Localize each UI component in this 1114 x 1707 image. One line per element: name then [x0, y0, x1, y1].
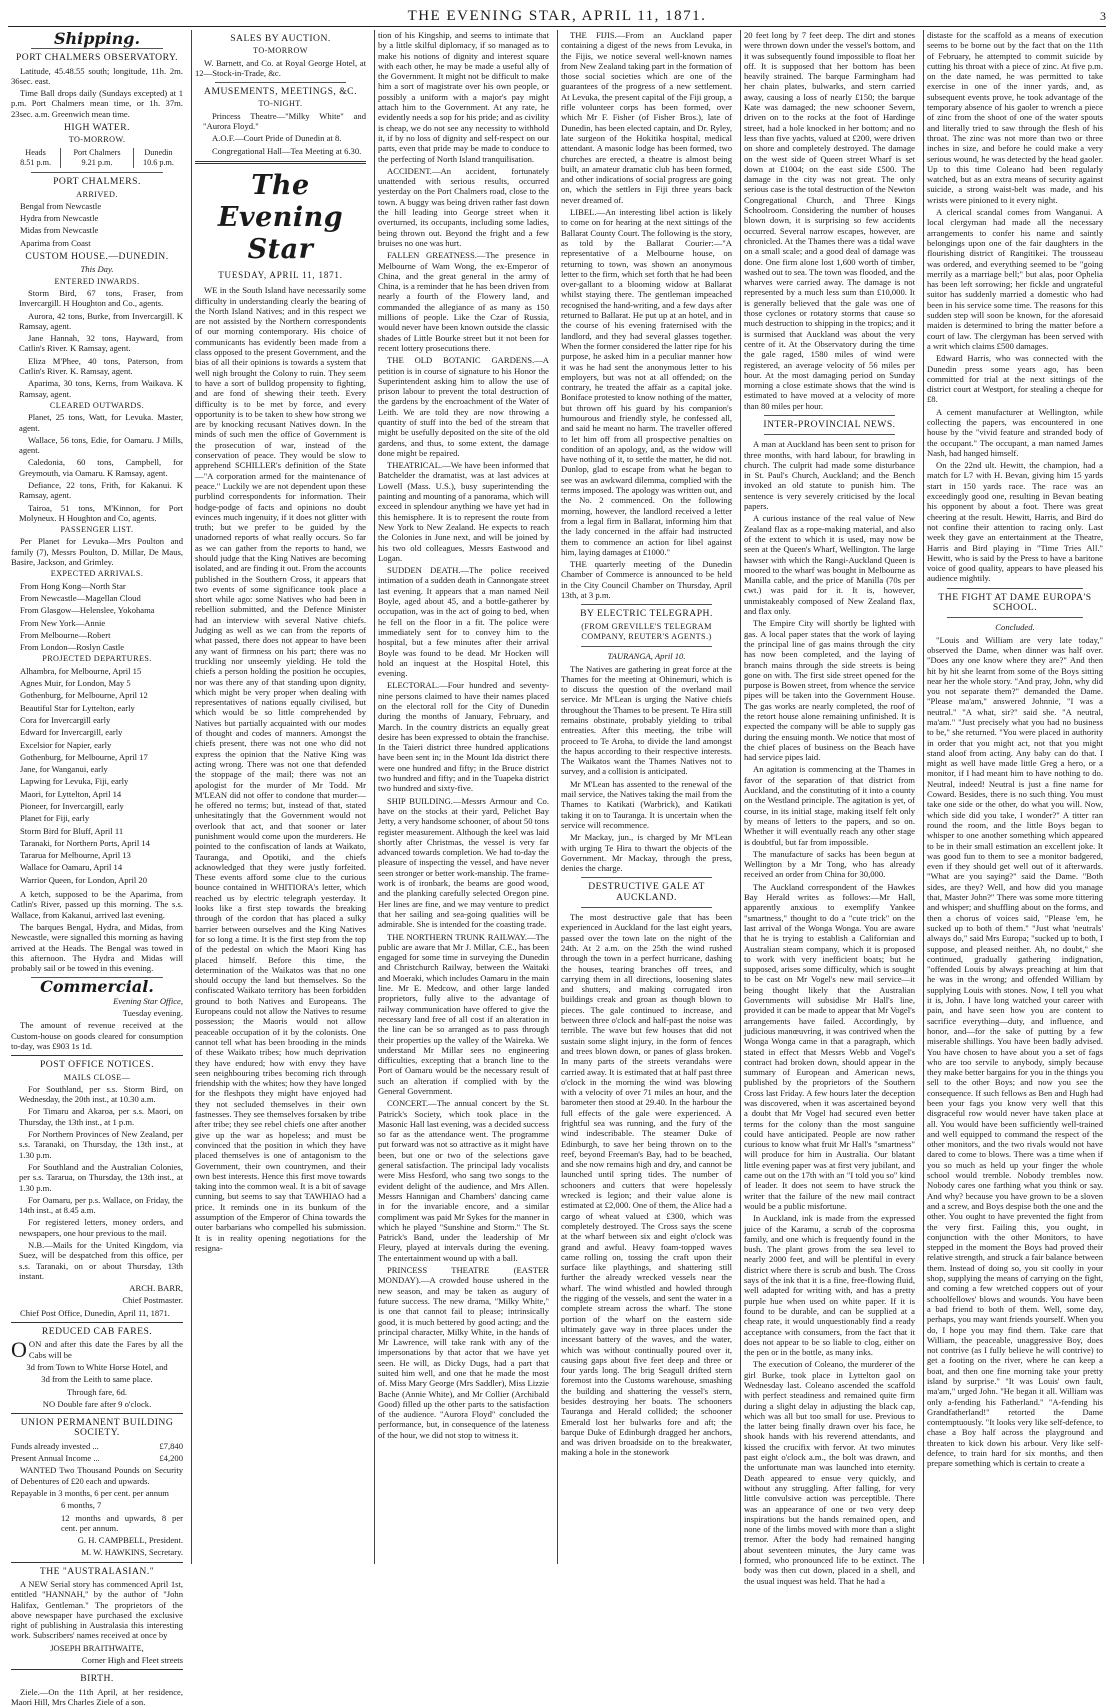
list-item: Wallace for Oamaru, April 14	[20, 862, 123, 873]
news-item: THE FIJIS.—From an Auckland paper containing a digest of the news from Levuka, in the Fijis, we notice several well-known names from New Zealand taking part in the formation of those social societies which are one of the guarantees of the progress of a new settlement. At Levuka, the present capital of the Fiji group, a rifle volunteer corps has been formed, over which Mr F. Fisher (of Fisher Bros.), late of Dunedin, has been elected captain, and Dr. Ryley, late surgeon of the Hokitika hospital, medical attendant. A masonic lodge has been formed, two churches are erected, a theatre is almost being built, an amateur dramatic club has been formed, and other indications of social progress are going on, which the settlers in Fiji three years back never dreamed of.	[561, 30, 732, 205]
tauranga-dateline: TAURANGA, April 10.	[607, 651, 686, 662]
list-item: Warrior Queen, for London, April 20	[20, 874, 147, 885]
observatory-heading: PORT CHALMERS OBSERVATORY.	[15, 52, 179, 64]
port-heading: PORT CHALMERS.	[53, 176, 141, 188]
news-item: Edward Harris, who was connected with the Dunedin press some years ago, has been committed for trial at the next sittings of the district court at Westport, for stealing a cheque for £8.	[927, 353, 1103, 405]
mail-item: N.B.—Mails for the United Kingdom, via Suez, will be despatched from this office, per s.s. Taranaki, on or about Thursday, 13th instant.	[19, 1239, 183, 1281]
list-item: Excelsior for Napier, early	[20, 739, 112, 750]
telegraph-source: (FROM GREVILLE'S TELEGRAM COMPANY, REUTER'S AGENTS.)	[581, 621, 712, 641]
column-2	[191, 30, 369, 1564]
divider	[947, 588, 1083, 589]
birth-text: Ziele.—On the 11th April, at her residence, Maori Hill, Mrs Charles Ziele of a son.	[11, 1686, 183, 1707]
news-item: The execution of Coleano, the murderer of the girl Burke, took place in Lyttelton gaol on Wednesday last. Coleano ascended the scaffold with perfect steadiness and remained quite firm during a slight delay in adjusting the black cap, which was all but too small for use. Previous to the latter being finally drawn over his face, he shook hands with his reverend attendants, and kissed the crucifix with fervor. At two minutes past eight o'clock a.m., the bolt was drawn, and the unfortunate man was launched into eternity. Death appeared to ensue very quickly, and without any struggling. After falling, for very little convulsive action was perceptible. There was an appearance of one or two very deep inspirations but the hands remained open, and none of the limbs moved with more than a slight tremor. After the body had remained hanging about seventeen minutes, the Jury came was formed, who pronounced life to be extinct. The body was then cut down, placed in a shell, and the usual inquest was held. That he had a	[744, 1359, 915, 1586]
funds-label: Funds already invested ...	[11, 1440, 99, 1451]
tide-table	[11, 148, 183, 169]
mail-item: For Southland and the Australian Colonies, per s.s. Tararua, on Thursday, the 13th inst., at 1.30 p.m.	[19, 1161, 183, 1193]
news-item: A cement manufacturer at Wellington, while collecting the papers, was encountered in one house by the "vivid feature and stranded body of the occupant." The occupant, a man named James Nash, had hanged himself.	[927, 406, 1103, 458]
tide-pc-label: Port Chalmers	[61, 148, 134, 158]
observatory-text: Latitude, 45.48.55 south; longitude, 11h. 2m. 36sec. east.	[11, 65, 183, 86]
telegraph-item: Mr M'Lean has assented to the renewal of the mail service, the Natives taking the mail from the Thames to Katikati (Warbrick), and Katikati taking it on to Tauranga. It is uncertain when the service will recommence.	[561, 778, 732, 830]
column-4	[557, 30, 735, 1564]
list-item: 3d from the Leith to same place.	[41, 1374, 153, 1385]
list-item: Beautiful Star for Lyttelton, early	[20, 702, 135, 713]
news-item: CONCERT.—The annual concert by the St. Patrick's Society, which took place in the Masonic Hall last evening, was a decided success so far as the attendance went. The programme put forward was not so attractive as it might have been, but one or two of the selections gave general satisfaction. The principal lady vocalists were Miss Hesford, who sang two songs to the evident delight of the audience, and Mrs Allen. Messrs Hannigan and Chambers' dancing came in for the invariable encore, and a similar compliment was paid Mr Sykes for the manner in which he played "Sunshine and Storm." The St. Patrick's Band, under the leadership of Mr Fleury, played at intervals during the evening. The entertainment wound up with a ball.	[378, 1098, 549, 1263]
timeball-text: Time Ball drops daily (Sundays excepted) at 1 p.m. Port Chalmers mean time, or 1h. 37m. 23sec. a.m. Greenwich mean time.	[11, 88, 183, 119]
leader-paragraph: WE in the South Island have necessarily some difficulty in understanding clearly the bearing of the North Island Natives; and in this respect we are not assisted by the Northern correspondents of our morning contemporary. His choice of communicants has evidently been made from a class opposed to the present Government, and the bias of all their opinions is towards a system that well nigh brought the Colony to ruin. They seem to have a sort of bulldog propensity to fighting, and are fond of shewing their teeth. Every difficulty is to be met by force, and every opportunity is to be taken to shew how strong we are by knocking recusant Natives down. In the minds of such men the office of Government is the prosecution of war, instead of the conservation of peace. They would be slow to apprehend SCHILLER's definition of the State—"A corporation armed for the maintenance of peace." Luckily we are not dependent upon these purblind correspondents for information. Their hodge-podge of facts and opinions no doubt evinces much ingenuity, if it does not glitter with truth; but we prefer to be guided by the unadorned reports of what really occurs. So far as we can gather from the reports to hand, we should judge that the King Natives are becoming isolated, and are finding it out. From the accounts published in the Southern Cross, it appears that two events of some significance took place a short while ago: some Natives who had been in rebellion submitted, and the Defence Minister had an interview with several Native chiefs. Judging as well as we can from the reports of what passed, there does not appear to have been any want of firmness on his part; there was no truckling nor unseemly yielding. He told the chiefs a person holding the position he occupies, nor was there any of that standing upon dignity, which might be very proper when dealing with representatives of nations equally civilised, but which would be so little comprehended by Natives but partially acquainted with our modes of thought and codes of manners. Amongst the chiefs present, there was not one who did not express the opinion that the Native King was acting wrong. There was not one that defended the stoppage of the mail; there was not an apologist for the murder of Mr Todd. Mr M'LEAN did not offer to condone that murder—he offered no terms; but, instead of that, stated unhesitatingly that the Government would not overlook that act, and that sooner or later punishment would come upon the murderers. He pointed to the confiscation of lands at Waikato, Tauranga, and Opotiki, and the chiefs acknowledged that they were justly forfeited. These events afford some clue to the curious bounce contained in WHITIORA's letter, which reached us by electric telegraph yesterday. It looks like a first step towards the breaking through of the cordon that has placed a sulky barrier between ourselves and the King Natives for so long a time. It is the first step from the top of the pedestal on which the Maori King has placed himself. Before this time, the determination of the Waikatos was that no one should occupy the land but themselves. So the confiscated Waikato territory has been forbidden ground to both Natives and Europeans. The Europeans could not allow the Natives to resume possession; the Maoris would not allow peaceable occupation of it by the colonists. One cannot tell what has been brooding in the minds of these Waikato tribes; how much deprivation they have endured; how with envy they have seen neighbouring tribes becoming rich through friendship with the whites; how they have longed for the fleshpots they might have enjoyed had they not secluded themselves in their own fastnesses. They see themselves forsaken by tribe after tribe; they see rebel chiefs one after another give up the war as hopeless; and must be convinced that the position in which they have placed themselves is one of antagonism to the Government, their own countrymen, and their own best interests. Hence this first move towards taking into the common weal. It is a bit of savage cunning, but seems to say that TAWHIAO had a price. It reminds one in its bunkum of the assumption of the Emperor of China towards the outer barbarians who compelled his submission. It is in reality opening negotiations for the resigna-	[195, 285, 366, 1253]
news-item: In Auckland, ink is made from the expressed juice of the Karamu, a scrub of the coprosma family, and one which is frequently found in the bush. The plant grows from the sea level to nearly 2000 feet, and will be plentiful in every district where there is scrub and bush. The Cross says of the ink that it is a fine, free-flowing fluid, well adapted for writing with, and has a pretty purple hue when used on white paper. If it is found to be durable, and can be supplied at a cheap rate, it would unquestionably find a ready acceptance with consumers, from the fact that it does not appear to be so liable to clog, either on the pen or in the bottle, as many inks.	[744, 1213, 915, 1358]
interprovincial-heading: INTER-PROVINCIAL NEWS.	[763, 418, 896, 430]
news-item: THE quarterly meeting of the Dunedin Chamber of Commerce is announced to be held in the City Council Chamber on Thursday, April 13th, at 3 p.m.	[561, 559, 732, 601]
gale-heading: DESTRUCTIVE GALE AT AUCKLAND.	[588, 881, 705, 903]
news-item: On the 22nd ult. Hewitt, the champion, had a match for L7 with H. Bevan, giving him 15 yards start in 150 yards race. The race was an exceedingly good one, resulting in Bevan beating his opponent by about a foot. There was great cheering at the result. Hewitt, Harris, and Bird do not confine their attention to racing only. Last week they gave an entertainment at the Theatre, Harris and Bird playing in "Time Tries All." Hewitt, who is said by the Press to have a baritone voice of good quality, appears to have pleased his audience mightily.	[927, 460, 1103, 584]
divider	[11, 1322, 183, 1323]
divider	[11, 1055, 183, 1056]
list-item: Aparima, 30 tons, Kerns, from Waikava. K Ramsay, agent.	[19, 378, 183, 399]
birth-heading: BIRTH.	[80, 1673, 114, 1685]
divider	[11, 1562, 183, 1563]
news-item: The Empire City will shortly be lighted with gas. A local paper states that the work of laying the principal line of gas mains through the city has now been completed, and the laying of branch mains through the side streets is being gone on with. The first side street opened for the purpose is Bowen street, from whence the service pipes will be taken into the Government House. The gas works are nearly completed, the roof of the retort house alone remaining unfinished. It is expected the company will be able to supply gas during the ensuing month. We notice that most of the chief places of business on the Beach have had service pipes laid.	[744, 618, 915, 763]
list-item: Aurora, 42 tons, Burke, from Invercargill. K Ramsay, agent.	[19, 310, 183, 331]
president-line: G. H. CAMPBELL, President.	[77, 1535, 183, 1546]
list-item: Princess Theatre—"Milky White" and "Aurora Floyd."	[203, 110, 366, 132]
cab-text	[11, 1337, 183, 1363]
commercial-heading: Commercial.	[40, 977, 154, 997]
post-office-date: Chief Post Office, Dunedin, April 11, 1871.	[20, 1307, 170, 1318]
telegraph-item: The Natives are gathering in great force at the Thames for the meeting at Ohinemuri, which is to discuss the question of the overland mail service. Mr M'Lean is urging the Native chiefs throughout the Thames to be present. Te Hira still remains obstinate, probably yielding to tribal entreaties. After this meeting, the tribe will proceed to Te Aroha, to divide the land amongst the hapus according to their respective interests. The Waikatos want the Thames Natives not to survey, and a collision is anticipated.	[561, 663, 732, 777]
divider	[581, 907, 712, 908]
cab-text-body: ON and after this date the Fares by all the Cabs will be	[28, 1339, 183, 1360]
list-item: From London—Roslyn Castle	[20, 642, 125, 653]
list-item: NO Double fare after 9 o'clock.	[42, 1398, 152, 1409]
news-item: THE NORTHERN TRUNK RAILWAY.—The public are aware that Mr J. Millar, C.E., has been engaged for some time in surveying the Dunedin and Christchurch Railway, between the Waitaki and Moeraki, which includes Oamaru in the main line. Mr E. Medcow, and other large landed proprietors, fully alive to the advantage of railway communication have offered to give the necessary land free of all cost if an alteration in the line can be so arranged as to pass through their properties up the valley of the Waireka. We understand Mr Millar sees no engineering difficulties, excepting that a branch line to the Port of Oamaru would be the necessary result of such an alteration if complied with by the General Government.	[378, 931, 549, 1096]
cab-heading: REDUCED CAB FARES.	[41, 1326, 153, 1338]
list-item: Gothenburg, for Melbourne, April 12	[20, 690, 148, 701]
column-3	[374, 30, 552, 1564]
arrived-label: ARRIVED.	[76, 189, 118, 199]
drop-cap: O	[11, 1337, 27, 1363]
list-item: Alhambra, for Melbourne, April 15	[20, 665, 142, 676]
fight-text: "Louis and William are very late today," observed the Dame, when dinner was half over. "Does any one know where they are?" And then hit by hit she learnt from some of the Boys sitting near her the whole story. "And pray, John, why did you not separate them?" demanded the Dame. "Please ma'am," answered Johnnie, "I was a neutral." "A what, sir?" said she. "A neutral, ma'am." "Just precisely what you had no business to be," she returned. "You were placed in authority in order that you might act, not that you might stand aloof from acting. Any baby can do that. I might as well have made little Greg a hero, or a monitor, if I had meant him to have nothing to do. Neutral, indeed! Neutral is just a fine name for Coward. Besides, there is no such thing. You must take one side or the other, do what you will. Now, which side did you take, I wonder?" A titter ran round the room, and the little Boys began to whisper to one another something which appeared to be in their small estimation an excellent joke. It was good fun to them to see a monitor badgered, even if they should get well out of it afterwards. "What are you saying?" said the Dame. "Both sides, are they? Well, and how did you manage that, Master John?" There was some more tittering and whisper; and shuffling about on the forms, and then a chorus of voices said, "Please 'em, he sucked up to both of them." "Just what 'neutrals' always do," said Mrs Europa; "sucked up to both, I suppose, and pleased neither. Ah, no doubt," she continued, gradually gathering indignation, "offended Louis by always preaching at him that he was in the wrong; and offended William by supplying Louis with stones. Now, I tell you what it is, John. I have long watched your career with pain, and have seen how you are content to sacrifice everything—duty, and influence, and honor, and—for the sake of putting by a few miserable shillings. You have been badly advised. You have chosen to have about you a set of fags who are too servile to anybody, simply because they make better bargains for you in the things you sell to the other Boys; and now you see the consequence. If such fellows as Ben and Hugh had been your fags you know very well that this disgraceful row would never have taken place at all. You would have been sufficiently well-trained and well equipped to command the respect of the other monitors, and the two rivals would not have dared to come to blows. There was a time when if you so much as held up your finger the whole school would tremble. Nobody trembles now. Nobody cares one farthing what you think or say. And why? because you have grown to be a sloven and a screw, and Boys despise both the one and the other. You ought to have prevented the fight from the very first. Failing this, you ought, in conjunction with the other Monitors, to have stepped in the moment the Boys had proved their relative strength, and struck a fair balance between them. Instead of doing so, you sit coolly in your shop, supplying the means of carrying on the fight, and coming a few wretched coppers out of your schoolfellows' blows and wounds. You have been a bad friend to both of them. Well, some day, perhaps, you may want friends yourself. When you do, I hope you may find them. Take care that William, the peaceable, unaggressive Boy, does not contrive (as I fully believe he will contrive) to get a footing on the river, where he can keep a boat, and then one fine morning take your pretty island by surprise." "It was Louis' own fault, ma'am," urged John. "He began it all. William was only a-fending his Fatherland." "A-fending his Grandfatherland!" retorted the Dame contemptuously. "It looks very like self-defence, to chase a Boy half across the playground and threaten to kick down his arbour. Very like self-defence, to train hard for six months, and then prepare something which is certain to create a	[927, 634, 1103, 1469]
passenger-label: PASSENGER LIST.	[60, 525, 134, 535]
telegraph-heading: BY ELECTRIC TELEGRAPH.	[580, 608, 713, 620]
news-item: PRINCESS THEATRE (EASTER MONDAY).—A crowded house ushered in the new season, and may be taken as augury of future success. The new drama, "Milky White," is one that cannot fail to please; intrinsically good, it is much bettered by good acting; and the principal character, Milky White, in the hands of Mr Lawrence, will take rank with any of the impersonations by that actor that we have yet seen. He will, as Dicky Dugs, had a part that suited him well, and one that he made the most of. Miss Mary George (Mrs Saddler), Miss Lizzie Bache (Annie White), and Mr Collier (Archibald Good) filled up the other parts to the satisfaction of the audience. "Aurora Floyd" concluded the performance, but, in consequence of the lateness of the hour, we did not stop to witness it.	[378, 1265, 549, 1440]
news-item: SHIP BUILDING.—Messrs Armour and Co. have on the stocks at their yard, Pelichet Bay Jetty, a very handsome schooner, of about 50 tons register measurement. Although the keel was laid shortly after Christmas, the vessel is very far advanced towards completion. We had to-day the pleasure of inspecting the vessel, and have never seen stronger or better work-manship. The frame-work is of ironbark, the beams are good wood, and the planking carefully selected Oregon pine. Her lines are fine, and we may venture to predict that her sailing and sea-going qualities will be admirable. She is intended for the coasting trade.	[378, 795, 549, 930]
funds-value: £7,840	[159, 1440, 183, 1451]
mail-item: For Oamaru, per p.s. Wallace, on Friday, the 14th inst., at 8.45 a.m.	[19, 1194, 183, 1216]
news-item: A clerical scandal comes from Wanganui. A local clergyman had made all the necessary arrangements to confer his name and saintly belongings upon one of the fair daughters in the flourishing district of Rangitikei. The trousseau was ordered, and everything seemed to be "going merrily as a marriage bell;" but alas, poor Ophelia has been left sorrowing; her fickle and ungrateful suitor has suddenly married a domestic who had been in his service some time. The reasons for this sudden step will soon be known, for the aforesaid maiden is determined to bring the matter before a court of law. The clergyman has been served with a writ which claims £500 damages.	[927, 207, 1103, 351]
expected-label: EXPECTED ARRIVALS.	[50, 569, 144, 579]
execution-continued: distaste for the scaffold as a means of execution seems to be borne out by the fact that on the 11th of February, he attempted to commit suicide by cutting his throat with a piece of zinc. At five p.m. on the date named, he was permitted to take exercise in one of the inner yards, and, as subsequent events prove, he took advantage of the temporary absence of his gaoler to wrench a piece of zinc from the shoot of one of the water spouts and literally tried to saw through the flesh of his throat. The zinc was not more than two or three inches in size, and before he could make a very serious wound, he was detected by the head gaoler. Up to this time Coleano had been regularly watched, but as an extra means of security against suicide, a strong waist-belt was made, and his wrists were pinioned to it every night.	[927, 30, 1103, 205]
divider	[31, 172, 163, 173]
revenue-paragraph: The amount of revenue received at the Custom-house on goods cleared for consumption to-day, was £903 1s 1d.	[11, 1020, 183, 1051]
news-item: The manufacture of sacks has been begun at Wellington by a Mr Tong, who has already received an order from China for 30,000.	[744, 848, 915, 880]
australasian-heading: THE "AUSTRALASIAN."	[39, 1565, 155, 1577]
sales-tomorrow: TO-MORROW	[253, 46, 308, 56]
tuesday-line: Tuesday evening.	[122, 1008, 183, 1019]
gale-continued: 20 feet long by 7 feet deep. The dirt and stones were thrown down under the vessel's bottom, and it was subsequently found impossible to float her off. It is supposed that her bottom has been heavily strained. The barque Farmingham had her chain plates, bulwarks, and stern carried away, causing a loss of nearly £150; the barque Kate was damaged; the new schooner Severn, driven on to the rocks at the foot of Hardinge street, had a hole knocked in her bottom; and no less than five yachts, valued at £200, were driven on shore and completely destroyed. The damage on the west side of Queen street Wharf is set down at £1004; on the east side £500. The damage in the city was not great. The only serious case is the total destruction of the Newton Congregational Church, and Three Kings Schoolroom. Considering the number of houses blown down, it is surprising so few accidents occurred. Several narrow escapes, however, are chronicled. At the Thames there was a tidal wave on a small scale; and a good deal of damage was done. One firm alone lost 1,600 worth of timber, washed out to sea. The town was flooded, and the wharves were carried away. The damage is not represented by a much less sum than £10,000. It is generally believed that the gale was one of those cyclones or rotatory storms that cause so much destruction to shipping in the tropics; and it is surmised that Auckland was about the very centre of it. At the Observatory during the time the gale raged, 1580 miles of wind were registered, an average velocity of 56 miles per hour. At the most damaging period on Sunday morning a close estimate shows that the wind is estimated to have moved at a velocity of more than 80 miles per hour.	[744, 30, 915, 411]
list-item: From Hong Kong—North Star	[20, 580, 126, 591]
divider	[11, 1413, 183, 1414]
braithwaite-name: JOSEPH BRAITHWAITE,	[50, 1642, 144, 1653]
high-water-heading: HIGH WATER.	[63, 122, 131, 134]
list-item: Caledonia, 60 tons, Campbell, for Greymouth, via Oamaru. K Ramsay, agent.	[19, 457, 183, 478]
list-item: Jane, for Wanganui, early	[20, 764, 108, 775]
issue-date: TUESDAY, APRIL 11, 1871.	[218, 269, 343, 280]
repayable-line: Repayable in 3 months, 6 per cent. per annum	[11, 1487, 169, 1498]
braithwaite-address: Corner High and Fleet streets	[81, 1655, 183, 1666]
postmaster-title: Chief Postmaster.	[122, 1295, 183, 1306]
tide-heads-label: Heads	[25, 147, 46, 157]
mail-item: For Timaru and Akaroa, per s.s. Maori, on Thursday, the 13th inst., at 1 p.m.	[19, 1106, 183, 1127]
list-item: Agnes Muir, for London, May 5	[20, 678, 131, 689]
mails-close-label: MAILS CLOSE—	[63, 1072, 131, 1082]
news-item: A man at Auckland has been sent to prison for three months, with hard labour, for brawling in church. The culprit had made some disturbance in St. Paul's Church, Auckland; and the Bench invoked an old statute to punish him. The sentence is very severely criticised by the local papers.	[744, 439, 915, 512]
sales-heading: SALES BY AUCTION.	[230, 33, 331, 44]
newspaper-masthead	[8, 6, 1106, 27]
divider	[581, 646, 712, 647]
list-item: Eliza M'Phee, 40 tons, Paterson, from Catlin's River. K. Ramsay, agent.	[19, 355, 183, 377]
concluded-label: Concluded.	[995, 622, 1035, 633]
divider	[11, 1669, 183, 1670]
sales-text: W. Barnett, and Co. at Royal George Hotel, at 12—Stock-in-Trade, &c.	[195, 57, 366, 78]
list-item: Defiance, 22 tons, Frith, for Kakanui. K Ramsay, agent.	[19, 479, 183, 501]
list-item: Hydra from Newcastle	[20, 213, 99, 224]
column-1	[8, 29, 186, 1707]
this-day-label: This Day.	[80, 264, 114, 275]
newspaper-columns	[8, 29, 1106, 1707]
repay-line: 12 months and upwards, 8 per cent. per annum.	[61, 1512, 183, 1533]
tide-heads-time: 8.51 p.m.	[20, 157, 51, 167]
wanted-text: WANTED Two Thousand Pounds on Security of Debentures of £20 each and upwards.	[11, 1465, 183, 1486]
repay-line: 6 months, 7	[61, 1500, 102, 1511]
list-item: From Glasgow—Helenslee, Yokohama	[20, 605, 155, 616]
list-item: 3d from Town to White Horse Hotel, and	[26, 1361, 168, 1372]
list-item: From New York—Annie	[20, 617, 106, 628]
divider	[764, 434, 895, 435]
tide-dn-time: 10.6 p.m.	[133, 158, 183, 168]
masthead-title: THE EVENING STAR, APRIL 11, 1871.	[407, 8, 707, 24]
news-item: THEATRICAL.—We have been informed that Batchelder the dramatist, was at last advices at Lowell (Mass. U.S.), busy superintending the painting and mounting of a panorama, which will exceed in splendour anything we have yet had in this hemisphere. It is to represent the route from New York to New Zealand. He expects to reach the Colonies in June next, and will be joined by his two old colleagues, Messrs Eastwood and Logan.	[378, 460, 549, 563]
list-item: Cora for Invercargill early	[20, 714, 111, 725]
barques-paragraph: The barques Bengal, Hydra, and Midas, from Newcastle, were signalled this morning as having arrived at the Heads. The Bengal was towed in this afternoon. The Hydra and Midas will probably sail or be towed in this evening.	[11, 921, 183, 974]
office-line: Evening Star Office,	[113, 995, 183, 1006]
tide-dn-label: Dunedin	[133, 148, 183, 158]
list-item: From Newcastle—Magellan Cloud	[20, 592, 141, 603]
tide-pc-time: 9.21 p.m.	[61, 158, 134, 168]
shipping-heading: Shipping.	[53, 29, 141, 48]
mail-item: For Southland, per s.s. Storm Bird, on Wednesday, the 20th inst., at 10.30 a.m.	[19, 1083, 183, 1105]
post-office-heading: POST OFFICE NOTICES.	[39, 1059, 155, 1071]
amusements-heading: AMUSEMENTS, MEETINGS, &C.	[204, 86, 357, 98]
list-item: Planet for Fiji, early	[20, 813, 90, 824]
list-item: Pioneer, for Invercargill, early	[20, 801, 124, 811]
gale-text: The most destructive gale that has been experienced in Auckland for the last eight years, passed over the town late on the night of the 24th. At 2 a.m. on the 25th the wind rushed through the town in a perfect hurricane, dashing the houses, tearing branches off trees, and carrying them in all directions, loosening slates and shutters, and making corrugated iron buildings creak and groan as though blown to pieces. The gale continued to increase, and between three o'clock and half-past the noise was terrible. The wave but few houses that did not sustain some slight injury, in the form of fences and trees blown down, or panes of glass broken. In many parts of the streets verandahs were carried away. It is estimated that at half past three o'clock in the morning the wind was blowing with a velocity of over 71 miles an hour, and the barometer then stood at 29.40. In the harbour the full effects of the gale were experienced. A frightful sea was running, and the fury of the wind indescribable. The steamer Duke of Edinburgh, to save her being thrown on to the reef, beyond Freeman's Bay, had to be beached, and she now remains high and dry, and cannot be launched until spring tides. The number of schooners and cutters that were hopelessly wrecked is legion; and their value alone is estimated at £2,000. One of them, the Alice had a cargo of wheat valued at £300, which was completely destroyed. The Cross says the scene at the wharf between six and eight o'clock was grand and awful. Heavy foam-topped waves came rolling on, tossing the craft upon their surface like playthings, and shattering still further the already wrecked vessels near the wharf. The wind whistled and howled through the rigging of the vessels, and sent the water in a complete stream across the wharf. The stone portion of the wharf on the eastern side ultimately gave way in three places under the incessant battery of the waves, and the water, which was without continually poured over it, causing gaps about five feet deep and three or four yards long. The brig Seagull drifted stern foremost into the Customs warehouse, smashing the building and shattering the vessel's stern, besides destroying her boats. The schooners Tauranga and Herald collided; the schooner Emerald lost her bulwarks fore and aft; the barque Duke of Edinburgh dragged her anchors, and was driven broadside on to the breakwater, making a hole in the stonework	[561, 912, 732, 1458]
list-item: Through fare, 6d.	[66, 1386, 128, 1397]
news-item: SUDDEN DEATH.—The police received intimation of a sudden death in Cannongate street last evening. It appears that a man named Neil Boyle, aged about 45, and a bottle-gatherer by occupation, was in the act of going to bed, when he fell on the floor in a fit. The police were immediately sent for to convey him to the hospital, but a few minutes after their arrival Boyle was found to be dead. Mr Hocken will hold an inquest at the Hospital Hotel, this evening.	[378, 565, 549, 679]
news-item: The Auckland correspondent of the Hawkes Bay Herald writes as follows:—Mr Hall, apparently anxious to exemplify Yankee "smartness," thought to do a "cute trick" on the last arrival of the Wonga Wonga. You are aware that he is trying to establish a Californian and Australian steam company, which it is proposed to work with very inefficient boats; but he supposed, arises some difficulty, which is sought to be cast on Mr Vogel's new mail service—it being thought likely that the Australian Governments will subsidise Mr Hall's line, provided it can be made to appear that Mr Vogel's arrangements have failed. Accordingly, by judicious manœuvring, it was contrived when the Wonga Wonga came in that a paragraph, which stated in effect that Messrs Webb and Vogel's contract had broken down, should appear in the summary of European and American news, published by the proprietors of the Southern Cross last Friday. A few hours later the deception was discovered, when it was ascertained beyond a doubt that Mr Vogel had secured even better terms for the colony than the most sanguine could have anticipated. People are now rather curious to know what fruit Mr Hall's "smartness" will produce for him in Australia. Our blatant little evening paper was at first very jubilant, and came out on the 17th with an "I told you so" kind of leader. It does not seem to have struck the writer that the failure of the new mail contract would be a public misfortune.	[744, 881, 915, 1211]
projected-label: PROJECTED DEPARTURES.	[42, 654, 152, 664]
paper-title: The Evening Star	[217, 169, 344, 265]
tomorrow-label: TO-MORROW.	[68, 135, 126, 145]
divider	[195, 161, 366, 164]
fight-heading: THE FIGHT AT DAME EUROPA'S SCHOOL.	[938, 591, 1092, 614]
divider	[581, 877, 712, 878]
divider	[947, 617, 1083, 618]
mail-item: For Northern Provinces of New Zealand, per s.s. Taranaki, on Thursday, the 13th inst., at 1.30 p.m.	[19, 1129, 183, 1160]
news-item: A curious instance of the real value of New Zealand flax as a rope-making material, and also of the extent to which it is used, may now be seen at the Queen's Wharf, Wellington. The large hawser with which the Rangi-Auckland Queen is moored to the wharf was bought in Melbourne as Manilla cable, and the price of Manilla (70s per cwt.) was paid for it. It is, however, unmistakeably composed of New Zealand flax, and flax only.	[744, 513, 915, 617]
income-label: Present Annual Income ...	[11, 1453, 100, 1464]
list-item: A.O.F.—Court Pride of Dunedin at 8.	[212, 133, 342, 144]
column-6	[923, 30, 1106, 1564]
postmaster-name: ARCH. BARR,	[129, 1283, 183, 1294]
news-item: FALLEN GREATNESS.—The presence in Melbourne of Wam Wong, the ex-Emperor of China, and the great general in the army of China, is a reminder that he has been driven from nearly a fourth of the Flowery land, and commanded the allegiance of as many as 150 millions of people. Like the Czar of Russia, would never have been known outside the classic shades of Little Bourke street but it not been for recent lottery prosecutions there.	[378, 250, 549, 353]
divider	[581, 604, 712, 605]
customs-heading: CUSTOM HOUSE.—DUNEDIN.	[25, 251, 169, 263]
list-item: Tairoa, 51 tons, M'Kinnon, for Port Molyneux. H Houghton and Co, agents.	[19, 502, 183, 523]
mail-item: For registered letters, money orders, and newspapers, one hour previous to the mail.	[19, 1217, 183, 1238]
list-item: Lapwing for Levuka, Fiji, early	[20, 776, 129, 787]
column-5	[740, 30, 918, 1586]
news-item: ACCIDENT.—An accident, fortunately unattended with serious results, occurred yesterday on the Port Chalmers road, close to the town. A buggy was being driven rather fast down the hill leading into George street when it overturned, its occupants, including some ladies, being thrown out. Beyond the fright and a few bruises no one was hurt.	[378, 165, 549, 248]
divider	[31, 48, 163, 49]
list-item: Taranaki, for Northern Ports, April 14	[20, 837, 150, 848]
passenger-text: Per Planet for Levuka—Mrs Poulton and family (7), Messrs Poulton, D. Millar, De Maus, Basire, Jackson, and Grimley.	[11, 536, 183, 568]
news-item: THE OLD BOTANIC GARDENS.—A petition is in course of signature to his Honor the Superintendent asking him to allow the use of prison labour to prevent the total destruction of the gardens by the encroachment of the Water of Leith. We are told they are now throwing a quantity of stuff into the bed of the stream that might be usefully deposited on the site of the old gardens, and thus, to some extent, the damage done might be repaired.	[378, 355, 549, 458]
income-value: £4,200	[159, 1453, 183, 1464]
divider	[764, 415, 895, 416]
list-item: Aparima from Coast	[20, 237, 91, 248]
tonight-label: TO-NIGHT.	[258, 99, 303, 109]
funds-row	[11, 1441, 183, 1451]
list-item: Tararua for Melbourne, April 13	[20, 850, 131, 861]
list-item: Wallace, 56 tons, Edie, for Oamaru. J Mills, agent.	[19, 434, 183, 456]
secretary-line: M. W. HAWKINS, Secretary.	[81, 1547, 183, 1558]
news-item: LIBEL.—An interesting libel action is likely to come on for hearing at the next sittings of the Ballarat County Court. The following is the story, as told by the Ballarat Courier:—"A representative of a Melbourne house, on returning to town, was shown an anonymous letter to the firm, which set forth that he had been over-gallant to a blooming widow at Ballarat whilst staying there. The gentleman impeached recognised the hand-writing, and a few days after returned to Ballarat. He put up at an hotel, and in the course of his evening fraternised with the landlord, and they had several glasses together. When the former considered the latter ripe for his purpose, he asked him in a peculiar manner how it was he had sent the anonymous letter to his employers, but was not at all offended; on the contrary, he treated the affair as a capital joke. Boniface protested to know nothing of the matter, but thrown off his guard by his companion's humourous and friendly style, he confessed all, and said he meant no harm. The traveller offered to let him off from all prospective penalties on condition of an apology, and, as the widow will have nothing of it, to settle the matter, he did not. Dunlop, glad to escape from what he began to see was an awkward dilemma, complied with the terms imposed. The apology was written out, and the No. 2 commenced. On the following morning, however, the landlord received a letter from a legal firm in Ballarat, informing him that the lady concerned in the affair had instructed them to commence an action for libel against him, laying damages at £1000."	[561, 207, 733, 557]
list-item: Midas from Newcastle	[20, 225, 99, 236]
list-item: Bengal from Newcastle	[20, 200, 102, 211]
union-heading: UNION PERMANENT BUILDING SOCIETY.	[20, 1417, 174, 1439]
news-item: ELECTORAL.—Four hundred and seventy-nine persons claimed to have their names placed on the electoral roll for the City of Dunedin during the months of January, February, and March. In the country districts an equally great desire has been expressed to obtain the franchise. In the Taieri district three hundred applications have been sent in; in the Mount Ida district there were one hundred and fifty; in the Bruce district two hundred and fifty; and in the Tuapeka district two hundred and sixty-five.	[378, 680, 549, 794]
list-item: Storm Bird for Bluff, April 11	[20, 825, 124, 836]
list-item: Gothenburg, for Melbourne, April 17	[20, 751, 148, 762]
page-number: 3	[1100, 9, 1106, 23]
list-item: Storm Bird, 67 tons, Fraser, from Invercargill. H Houghton and Co., agents.	[19, 287, 183, 309]
list-item: Planet, 25 tons, Watt, for Levuka. Master, agent.	[19, 412, 183, 433]
list-item: Maori, for Lyttelton, April 14	[20, 788, 122, 799]
list-item: Jane Hannah, 32 tons, Hayward, from Catlin's River. K Ramsay, agent.	[19, 333, 183, 354]
news-item: An agitation is commencing at the Thames in favor of the separation of that district from Auckland, and the constituting of it into a county on the Westland principle. The agitation is yet, of course, in its initial stage, making itself felt only by means of letters to the papers, and so on. Whether it will eventually reach any other stage is doubtful, but far from impossible.	[744, 764, 915, 847]
entered-label: ENTERED INWARDS.	[54, 276, 140, 286]
income-row	[11, 1453, 183, 1463]
ketch-paragraph: A ketch, supposed to be the Aparima, from Catlin's River, passed up this morning. The s.s. Wallace, from Kakanui, arrived last evening.	[11, 889, 183, 920]
divider	[215, 82, 346, 83]
telegraph-item: Mr Mackay, jun., is charged by Mr M'Lean with urging Te Hira to thwart the objects of the Government. Mr Mackay, through the press, denies the charge.	[561, 832, 732, 874]
australasian-text: A NEW Serial story has commenced April 1st, entitled "HANNAH," by the author of "John Halifax, Gentleman." The proprietors of the above newspaper have purchased the exclusive right of publishing in Australasia this interesting work. Subscribers' names received at once by	[11, 1579, 183, 1641]
list-item: Edward for Invercargill, early	[20, 727, 123, 738]
cleared-label: CLEARED OUTWARDS.	[49, 400, 145, 410]
list-item: From Melbourne—Robert	[20, 629, 111, 640]
list-item: Congregational Hall—Tea Meeting at 6.30.	[212, 145, 362, 156]
leader-continued: tion of his Kingship, and seems to intimate that by a little skilful diplomacy, if so managed as to make his notions of dignity and interest square with each other, he may be made a useful ally of the Government. It might not be difficult to make him a sort of magistrate over his own people, or possibly a uniform with a major's pay might attach him to the Government. At any rate, he evidently needs a sop for his pride; and as civility is cheap, we do not see any necessity to withhold it, if by no loss of dignity and self-respect on our parts, even that pride may be made to conduce to the perfecting of North Island tranquilisation.	[378, 30, 549, 164]
